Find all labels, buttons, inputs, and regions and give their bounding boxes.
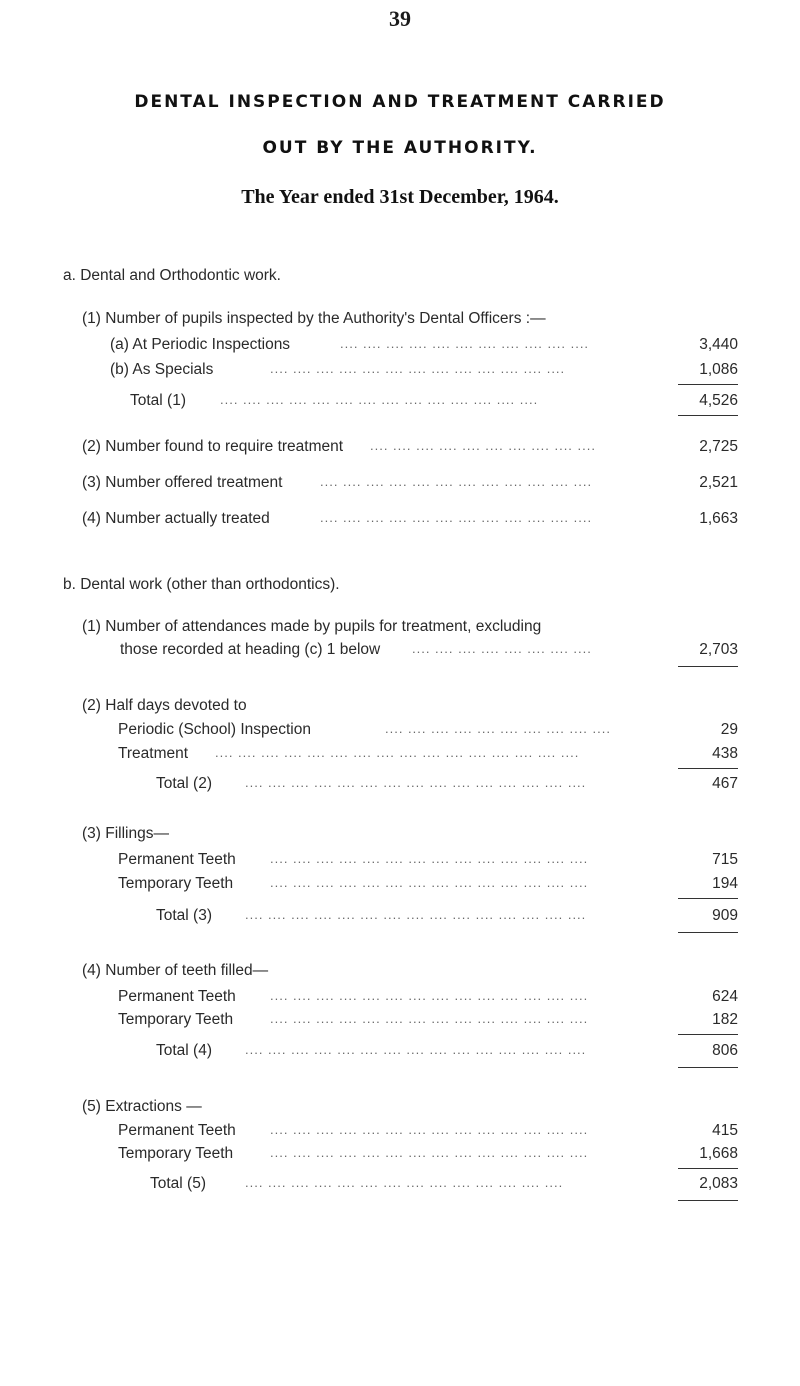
row-label: Total (5) xyxy=(150,1175,206,1192)
row-value: 806 xyxy=(712,1042,738,1059)
b3-row-permanent xyxy=(0,851,800,871)
leader-dots: .... .... .... .... .... .... .... .... .... .... .... .... .... .... xyxy=(270,851,589,866)
row-value: 2,083 xyxy=(699,1175,738,1192)
row-label: Total (1) xyxy=(130,392,186,409)
b4-row-total xyxy=(0,1042,800,1062)
leader-dots: .... .... .... .... .... .... .... .... .... .... .... .... .... .... xyxy=(270,1145,589,1160)
row-value: 909 xyxy=(712,907,738,924)
row-label: Temporary Teeth xyxy=(118,1145,234,1162)
leader-dots: .... .... .... .... .... .... .... .... .... .... .... .... .... .... xyxy=(245,1175,564,1190)
leader-dots: .... .... .... .... .... .... .... .... .... .... xyxy=(385,721,611,736)
a4-row xyxy=(0,510,800,530)
subtotal-rule xyxy=(678,384,738,385)
row-label: Permanent Teeth xyxy=(118,851,236,868)
page-title-line-1: DENTAL INSPECTION AND TREATMENT CARRIED xyxy=(134,92,666,112)
leader-dots: .... .... .... .... .... .... .... .... .... .... .... .... .... .... .... .... xyxy=(215,745,580,760)
b5-row-permanent xyxy=(0,1122,800,1142)
b4-row-temporary xyxy=(0,1011,800,1031)
b4-row-permanent xyxy=(0,988,800,1008)
subtotal-rule xyxy=(678,768,738,769)
leader-dots: .... .... .... .... .... .... .... .... .... .... .... .... .... .... .... xyxy=(245,1042,587,1057)
section-b-heading: b. Dental work (other than orthodontics). xyxy=(63,576,340,593)
a1-row-specials xyxy=(0,361,800,381)
row-value: 467 xyxy=(712,775,738,792)
row-label: Total (3) xyxy=(156,907,212,924)
row-label: (b) As Specials xyxy=(110,361,214,378)
row-label: those recorded at heading (c) 1 below xyxy=(120,641,381,658)
row-value: 715 xyxy=(712,851,738,868)
b1-line-1: (1) Number of attendances made by pupils for treatment, excluding xyxy=(82,618,542,635)
row-value: 3,440 xyxy=(699,336,738,353)
row-label: (4) Number actually treated xyxy=(82,510,270,527)
b5-heading: (5) Extractions — xyxy=(82,1098,202,1115)
row-value: 4,526 xyxy=(699,392,738,409)
leader-dots: .... .... .... .... .... .... .... .... .... .... .... .... .... .... .... xyxy=(245,907,587,922)
row-value: 415 xyxy=(712,1122,738,1139)
row-label: Permanent Teeth xyxy=(118,988,236,1005)
a1-row-total xyxy=(0,392,800,412)
b5-row-total xyxy=(0,1175,800,1195)
leader-dots: .... .... .... .... .... .... .... .... .... .... .... .... .... .... xyxy=(220,392,539,407)
subtotal-rule xyxy=(678,1168,738,1169)
row-label: Permanent Teeth xyxy=(118,1122,236,1139)
section-a-heading: a. Dental and Orthodontic work. xyxy=(63,267,281,284)
row-value: 29 xyxy=(720,721,738,738)
b3-heading: (3) Fillings— xyxy=(82,825,169,842)
leader-dots: .... .... .... .... .... .... .... .... .... .... .... .... .... .... xyxy=(270,875,589,890)
row-value: 1,663 xyxy=(699,510,738,527)
b3-row-temporary xyxy=(0,875,800,895)
leader-dots: .... .... .... .... .... .... .... .... xyxy=(412,641,592,656)
b2-heading: (2) Half days devoted to xyxy=(82,697,247,714)
leader-dots: .... .... .... .... .... .... .... .... .... .... .... .... .... .... xyxy=(270,988,589,1003)
a2-row xyxy=(0,438,800,458)
row-label: Periodic (School) Inspection xyxy=(118,721,311,738)
leader-dots: .... .... .... .... .... .... .... .... .... .... .... .... .... xyxy=(270,361,566,376)
b1-row xyxy=(0,641,800,661)
row-value: 1,086 xyxy=(699,361,738,378)
row-label: (3) Number offered treatment xyxy=(82,474,283,491)
total-rule xyxy=(678,932,738,933)
row-label: Treatment xyxy=(118,745,189,762)
subtotal-rule xyxy=(678,1034,738,1035)
leader-dots: .... .... .... .... .... .... .... .... .... .... .... .... .... .... xyxy=(270,1122,589,1137)
row-label: Temporary Teeth xyxy=(118,875,234,892)
row-value: 1,668 xyxy=(699,1145,738,1162)
row-value: 438 xyxy=(712,745,738,762)
leader-dots: .... .... .... .... .... .... .... .... .... .... xyxy=(370,438,596,453)
leader-dots: .... .... .... .... .... .... .... .... .... .... .... .... .... .... .... xyxy=(245,775,587,790)
b3-row-total xyxy=(0,907,800,927)
row-value: 194 xyxy=(712,875,738,892)
row-label: (a) At Periodic Inspections xyxy=(110,336,291,353)
a3-row xyxy=(0,474,800,494)
b2-row-treatment xyxy=(0,745,800,765)
row-label: (2) Number found to require treatment xyxy=(82,438,344,455)
row-value: 2,725 xyxy=(699,438,738,455)
leader-dots: .... .... .... .... .... .... .... .... .... .... .... xyxy=(340,336,590,351)
row-label: Temporary Teeth xyxy=(118,1011,234,1028)
row-value: 2,703 xyxy=(699,641,738,658)
row-value: 2,521 xyxy=(699,474,738,491)
leader-dots: .... .... .... .... .... .... .... .... .... .... .... .... .... .... xyxy=(270,1011,589,1026)
b2-row-total xyxy=(0,775,800,795)
total-rule xyxy=(678,1200,738,1201)
row-value: 624 xyxy=(712,988,738,1005)
page-number: 39 xyxy=(389,6,411,31)
a1-row-periodic xyxy=(0,336,800,356)
row-value: 182 xyxy=(712,1011,738,1028)
total-rule xyxy=(678,666,738,667)
total-rule xyxy=(678,1067,738,1068)
subtotal-rule xyxy=(678,898,738,899)
b4-heading: (4) Number of teeth filled— xyxy=(82,962,269,979)
page-subtitle: The Year ended 31st December, 1964. xyxy=(241,186,559,208)
row-label: Total (4) xyxy=(156,1042,212,1059)
row-label: Total (2) xyxy=(156,775,212,792)
total-rule xyxy=(678,415,738,416)
b2-row-periodic xyxy=(0,721,800,741)
a1-heading: (1) Number of pupils inspected by the Authority's Dental Officers :— xyxy=(82,310,546,327)
leader-dots: .... .... .... .... .... .... .... .... .... .... .... .... xyxy=(320,510,593,525)
b5-row-temporary xyxy=(0,1145,800,1165)
leader-dots: .... .... .... .... .... .... .... .... .... .... .... .... xyxy=(320,474,593,489)
page-title-line-2: OUT BY THE AUTHORITY. xyxy=(262,138,538,158)
